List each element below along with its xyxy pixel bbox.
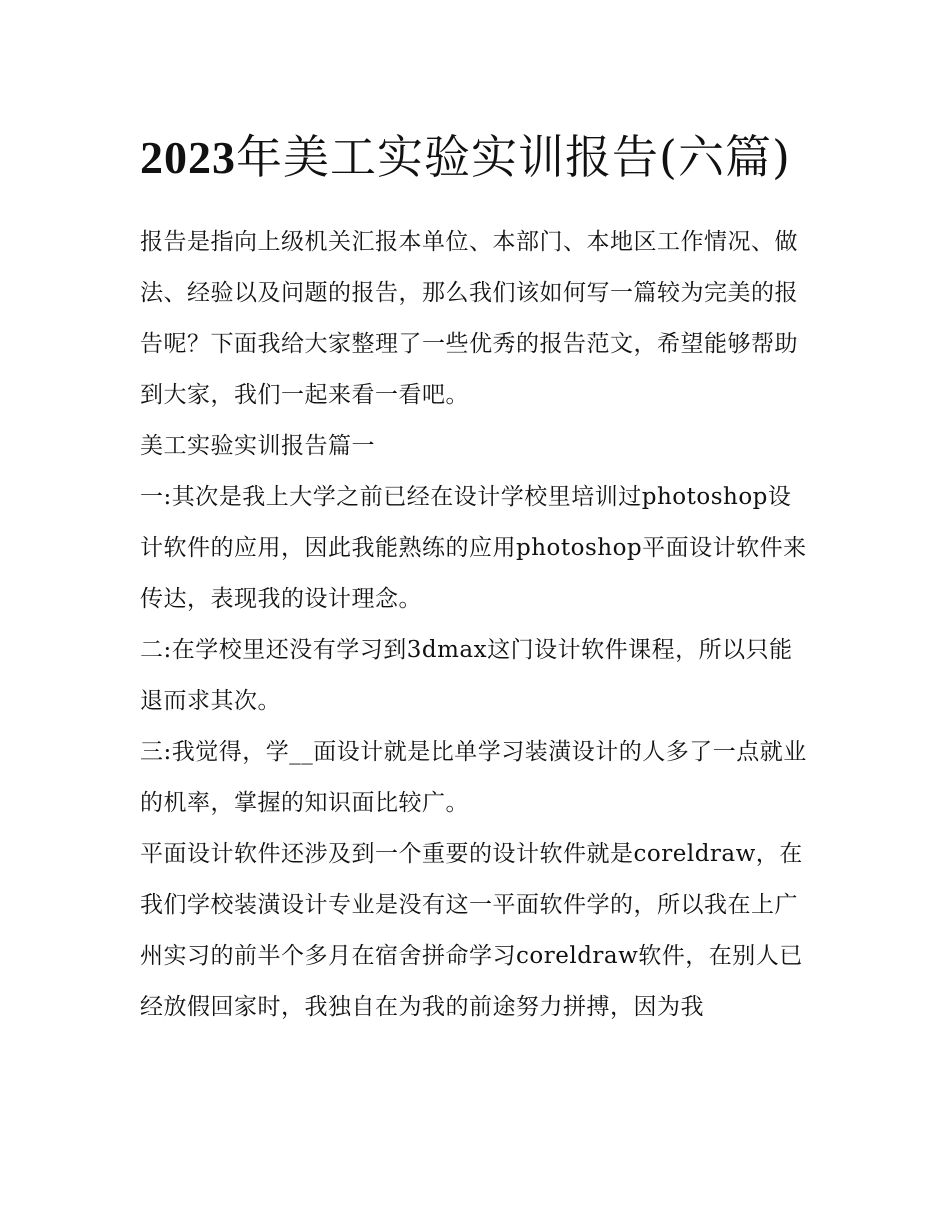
document-page [140, 118, 812, 1033]
point-two-paragraph: 二:在学校里还没有学习到3dmax这门设计软件课程，所以只能退而求其次。 [140, 637, 793, 714]
point-one-paragraph: 一:其次是我上大学之前已经在设计学校里培训过photoshop设计软件的应用，因此我能熟练的应用photoshop平面设计软件来传达，表现我的设计理念。 [140, 484, 807, 612]
title-year: 2023 [140, 132, 236, 183]
document-title [140, 118, 812, 197]
section-heading: 美工实验实训报告篇一 [140, 433, 375, 459]
intro-paragraph: 报告是指向上级机关汇报本单位、本部门、本地区工作情况、做法、经验以及问题的报告，那么我们该如何写一篇较为完美的报告呢？下面我给大家整理了一些优秀的报告范文，希望能够帮助到大家，我们一起来看一看吧。 [140, 229, 798, 408]
coreldraw-paragraph: 平面设计软件还涉及到一个重要的设计软件就是coreldraw，在我们学校装潢设计专业是没有这一平面软件学的，所以我在上广州实习的前半个多月在宿舍拼命学习coreldraw软件，在别人已经放假回家时，我独自在为我的前途努力拼搏，因为我 [140, 841, 803, 1020]
point-three-paragraph: 三:我觉得，学__面设计就是比单学习装潢设计的人多了一点就业的机率，掌握的知识面比较广。 [140, 739, 807, 816]
title-text: 年美工实验实训报告(六篇) [236, 130, 791, 184]
